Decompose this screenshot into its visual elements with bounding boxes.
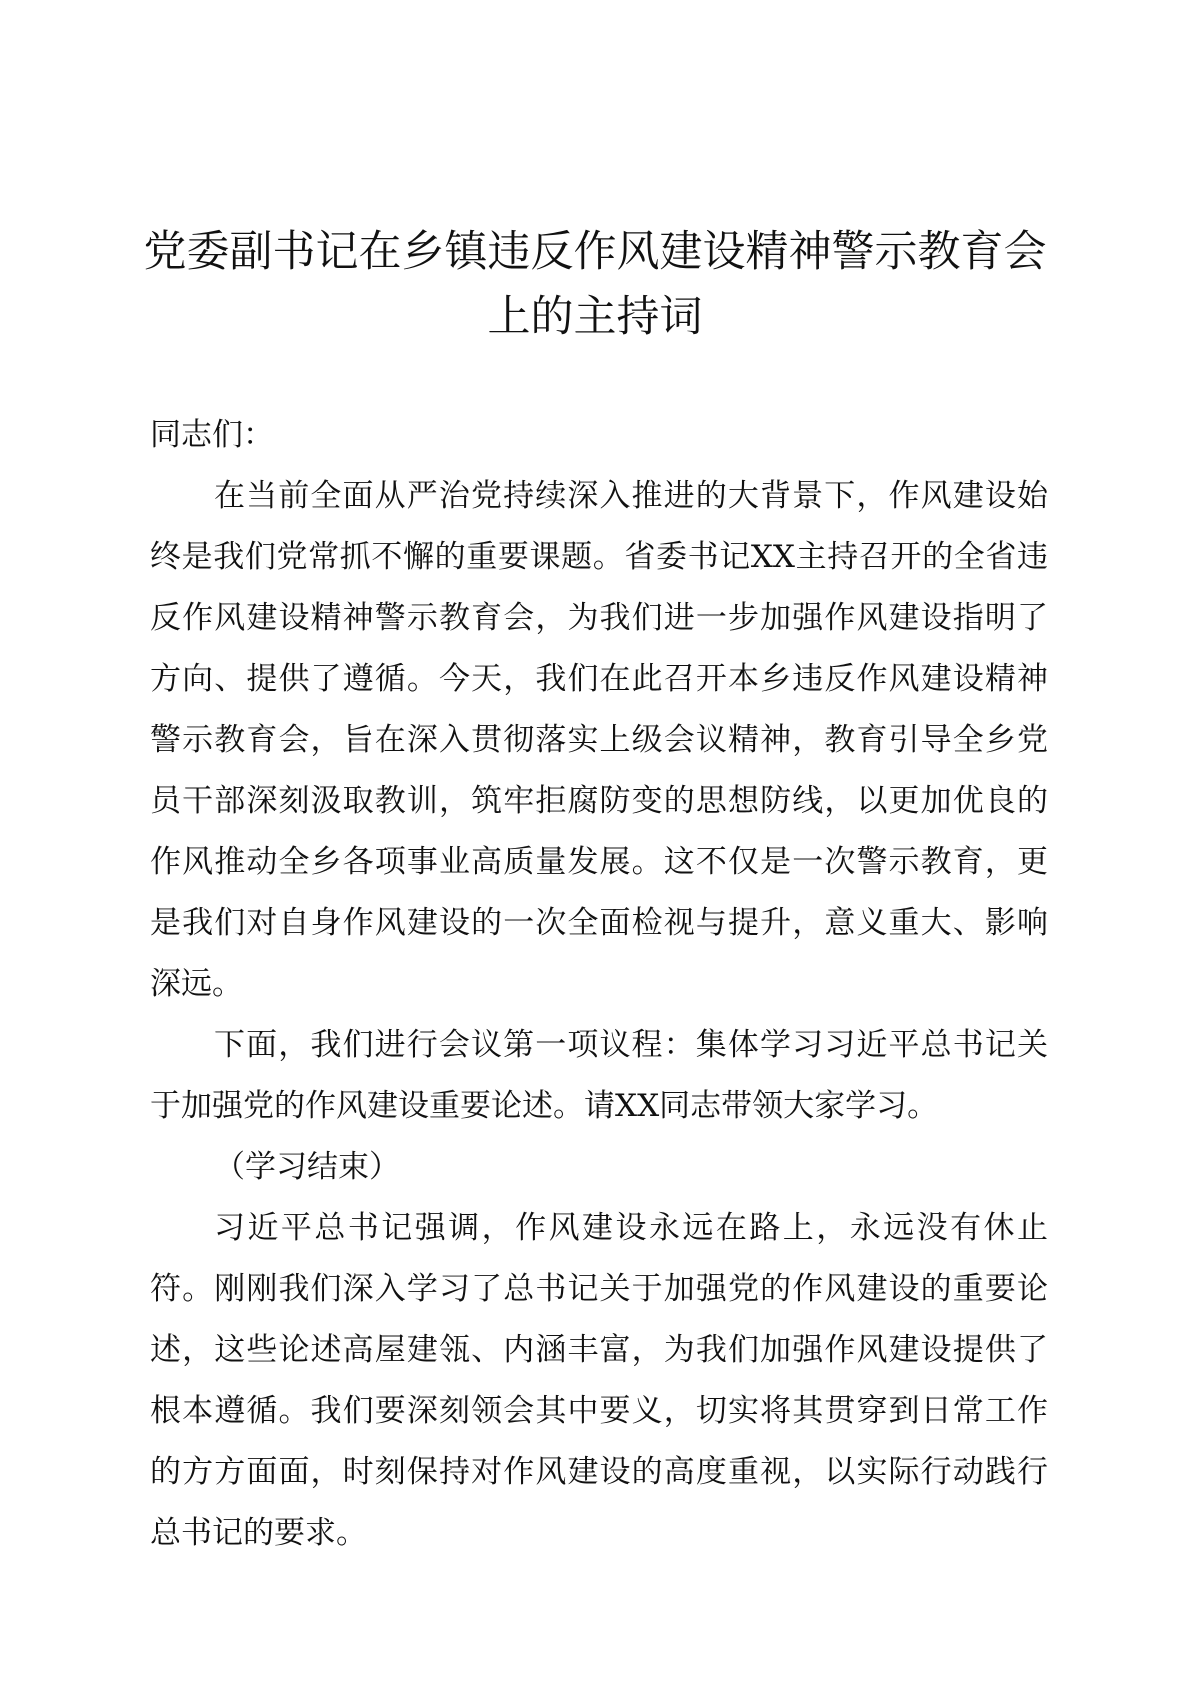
document-body	[150, 405, 1048, 1564]
paragraph-intro: 在当前全面从严治党持续深入推进的大背景下，作风建设始终是我们党常抓不懈的重要课题。省委书记XX主持召开的全省违反作风建设精神警示教育会，为我们进一步加强作风建设指明了方向、提供了遵循。今天，我们在此召开本乡违反作风建设精神警示教育会，旨在深入贯彻落实上级会议精神，教育引导全乡党员干部深刻汲取教训，筑牢拒腐防变的思想防线，以更加优良的作风推动全乡各项事业高质量发展。这不仅是一次警示教育，更是我们对自身作风建设的一次全面检视与提升，意义重大、影响深远。	[150, 478, 1048, 1002]
document-title: 党委副书记在乡镇违反作风建设精神警示教育会上的主持词	[143, 227, 1047, 342]
stage-note: （学习结束）	[214, 1149, 400, 1185]
paragraph-agenda: 下面，我们进行会议第一项议程：集体学习习近平总书记关于加强党的作风建设重要论述。请XX同志带领大家学习。	[150, 1027, 1048, 1124]
paragraph-closing: 习近平总书记强调，作风建设永远在路上，永远没有休止符。刚刚我们深入学习了总书记关于加强党的作风建设的重要论述，这些论述高屋建瓴、内涵丰富，为我们加强作风建设提供了根本遵循。我们要深刻领会其中要义，切实将其贯穿到日常工作的方方面面，时刻保持对作风建设的高度重视，以实际行动践行总书记的要求。	[150, 1210, 1048, 1551]
salutation: 同志们：	[150, 417, 274, 453]
